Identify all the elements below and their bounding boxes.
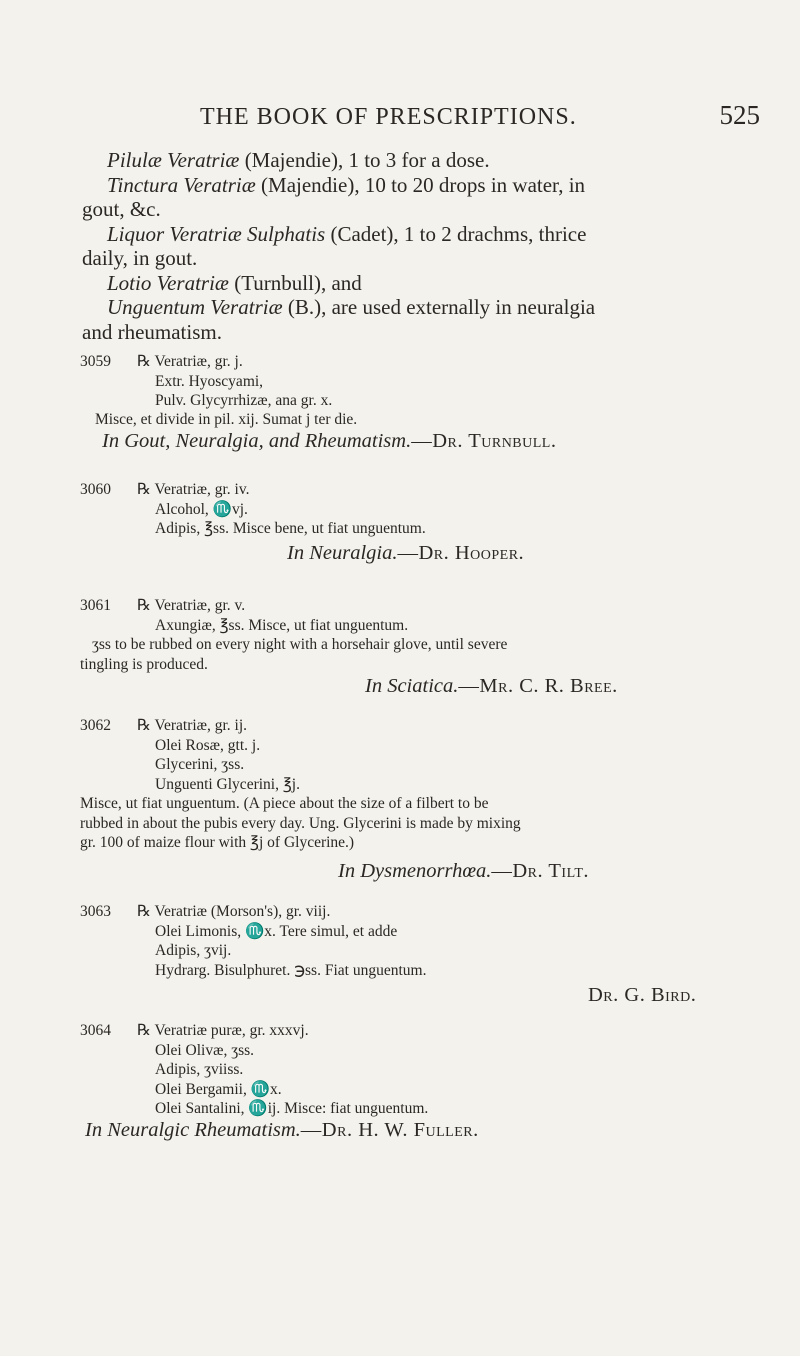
intro-text: (Majendie), 10 to 20 drops in water, in [255, 172, 586, 197]
doctor-name: —Dr. Turnbull. [411, 430, 557, 452]
intro-text: (B.), are used externally in neuralgia [282, 295, 596, 319]
doctor-name: —Mr. C. R. Bree. [458, 675, 618, 697]
intro-line [82, 173, 772, 198]
ingredient-line: ℞ Veratriæ, gr. ij. [137, 717, 248, 734]
intro-line: and rheumatism. [82, 319, 222, 344]
running-header [200, 96, 760, 136]
page-number: 525 [719, 100, 760, 130]
intro-line [82, 222, 772, 247]
preparation-name: Lotio Veratriæ [107, 270, 229, 295]
attribution [338, 862, 589, 882]
ingredients [137, 716, 697, 794]
prescription-number: 3063 [80, 903, 111, 920]
ingredient-line: Olei Bergamii, ♏x. [155, 1080, 282, 1098]
ingredient-line: Olei Olivæ, ʒss. [155, 1041, 255, 1059]
indication: In Dysmenorrhœa. [338, 860, 492, 882]
intro-text: (Majendie), 1 to 3 for a dose. [239, 148, 490, 172]
ingredient-line: ℞ Veratriæ, gr. v. [137, 597, 246, 614]
ingredient-line: Adipis, ℥ss. Misce bene, ut fiat unguentum. [155, 520, 426, 537]
preparation-name: Pilulæ Veratriæ [107, 148, 240, 172]
intro-paragraph [82, 148, 772, 344]
preparation-name: Tinctura Veratriæ [107, 172, 256, 197]
directions-line: gr. 100 of maize flour with ℥j of Glycerine.) [80, 834, 355, 851]
ingredient-line: Hydrarg. Bisulphuret. ℈ss. Fiat unguentum. [155, 961, 427, 979]
intro-text: (Turnbull), and [228, 270, 362, 295]
ingredient-line: Axungiæ, ℥ss. Misce, ut fiat unguentum. [155, 616, 409, 634]
doctor-name: —Dr. H. W. Fuller. [300, 1119, 479, 1141]
prescription-number: 3061 [80, 597, 111, 614]
directions [80, 794, 790, 853]
directions-line: Misce, et divide in pil. xij. Sumat j ter die. [95, 411, 358, 428]
indication: In Gout, Neuralgia, and Rheumatism. [102, 430, 412, 452]
attribution [588, 986, 696, 1006]
directions [80, 635, 790, 674]
intro-text: (Cadet), 1 to 2 drachms, thrice [325, 221, 587, 246]
intro-line [82, 148, 772, 173]
ingredient-line: Alcohol, ♏vj. [155, 500, 248, 518]
attribution [85, 1121, 479, 1141]
prescription-number: 3060 [80, 481, 111, 498]
directions-line: tingling is produced. [80, 655, 208, 673]
preparation-name: Unguentum Veratriæ [107, 295, 283, 319]
prescription-number: 3064 [80, 1022, 111, 1039]
prescription-number: 3059 [80, 353, 111, 370]
ingredient-line: ℞ Veratriæ, gr. j. [137, 353, 243, 370]
ingredients [137, 480, 697, 539]
ingredients [137, 1021, 697, 1119]
directions [95, 410, 800, 430]
ingredient-line: Adipis, ʒviiss. [155, 1061, 244, 1078]
intro-line [82, 271, 772, 296]
running-title: THE BOOK OF PRESCRIPTIONS. [200, 104, 577, 130]
ingredient-line: Unguenti Glycerini, ℥j. [155, 775, 300, 793]
indication: In Neuralgia. [287, 542, 398, 564]
ingredient-line: ℞ Veratriæ (Morson's), gr. viij. [137, 903, 331, 920]
ingredient-line: ℞ Veratriæ puræ, gr. xxxvj. [137, 1022, 309, 1039]
indication: In Sciatica. [365, 675, 459, 697]
attribution [365, 677, 618, 697]
ingredients [137, 596, 697, 635]
ingredient-line: ℞ Veratriæ, gr. iv. [137, 481, 250, 498]
directions-line: rubbed in about the pubis every day. Ung. Glycerini is made by mixing [80, 814, 521, 832]
indication: In Neuralgic Rheumatism. [85, 1119, 301, 1141]
ingredients [137, 352, 697, 411]
attribution [287, 544, 524, 564]
directions-line: Misce, ut fiat unguentum. (A piece about the size of a filbert to be [80, 795, 489, 812]
intro-line [82, 295, 772, 320]
directions-line: ʒss to be rubbed on every night with a horsehair glove, until severe [92, 636, 508, 653]
prescription-number: 3062 [80, 717, 111, 734]
ingredients [137, 902, 697, 980]
ingredient-line: Extr. Hyoscyami, [155, 372, 264, 390]
intro-line: gout, &c. [82, 197, 161, 221]
doctor-name: —Dr. Tilt. [491, 860, 590, 882]
ingredient-line: Pulv. Glycyrrhizæ, ana gr. x. [155, 392, 333, 409]
ingredient-line: Olei Rosæ, gtt. j. [155, 736, 261, 754]
attribution [102, 432, 556, 452]
ingredient-line: Adipis, ʒvij. [155, 942, 232, 959]
ingredient-line: Glycerini, ʒss. [155, 756, 245, 773]
doctor-name: Dr. G. Bird. [588, 984, 697, 1006]
ingredient-line: Olei Limonis, ♏x. Tere simul, et adde [155, 922, 398, 940]
intro-line: daily, in gout. [82, 246, 198, 270]
ingredient-line: Olei Santalini, ♏ij. Misce: fiat unguentum. [155, 1100, 429, 1117]
preparation-name: Liquor Veratriæ Sulphatis [107, 221, 326, 246]
doctor-name: —Dr. Hooper. [397, 542, 525, 564]
